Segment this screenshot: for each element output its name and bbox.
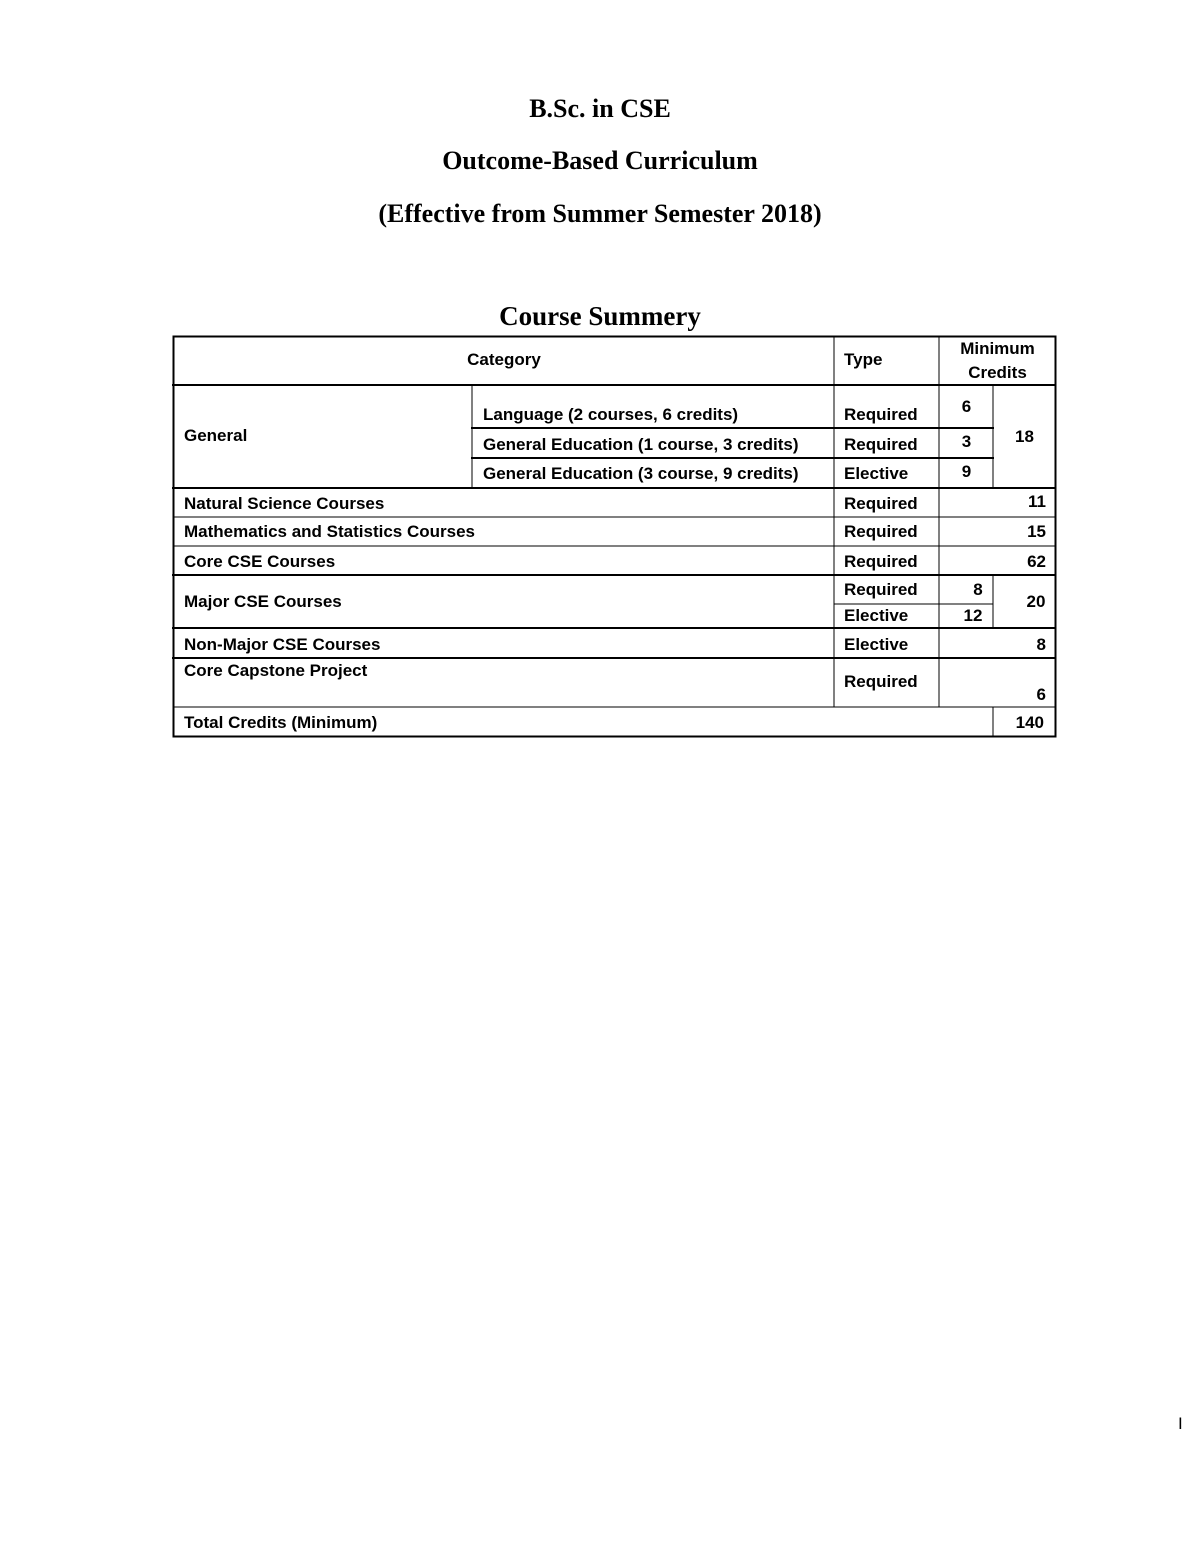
general-education-elective-credits: 9	[961, 462, 972, 481]
core-cse-credits: 62	[1027, 552, 1046, 571]
general-label: General	[184, 426, 248, 445]
header-type: Type	[844, 350, 883, 369]
major-cse-elective-credits: 12	[963, 606, 983, 625]
general-total-credits: 18	[1015, 427, 1034, 446]
non-major-cse-credits: 8	[1036, 635, 1046, 654]
major-cse-required-type: Required	[844, 580, 918, 599]
major-cse-required-credits: 8	[973, 580, 983, 599]
capstone-type: Required	[844, 672, 918, 691]
general-language-credits: 6	[961, 397, 972, 416]
math-stats-credits: 15	[1027, 522, 1046, 541]
header-category: Category	[467, 350, 541, 369]
capstone-label: Core Capstone Project	[184, 661, 368, 680]
total-credits-label: Total Credits (Minimum)	[184, 713, 378, 732]
section-title: Course Summery	[499, 301, 701, 331]
header-credits: Credits	[968, 363, 1027, 382]
non-major-cse-type: Elective	[844, 635, 909, 654]
general-education-elective-label: General Education (3 course, 9 credits)	[483, 464, 799, 483]
general-language-type: Required	[844, 405, 918, 424]
major-cse-total-credits: 20	[1026, 592, 1046, 611]
effective-date-note: (Effective from Summer Semester 2018)	[378, 199, 822, 228]
total-credits-value: 140	[1015, 713, 1044, 732]
general-education-required-label: General Education (1 course, 3 credits)	[483, 435, 799, 454]
non-major-cse-label: Non-Major CSE Courses	[184, 635, 381, 654]
major-cse-elective-type: Elective	[844, 606, 909, 625]
core-cse-label: Core CSE Courses	[184, 552, 336, 571]
natural-science-type: Required	[844, 494, 918, 513]
natural-science-credits: 11	[1028, 492, 1046, 511]
page-number: I	[1178, 1414, 1183, 1433]
general-education-required-credits: 3	[961, 432, 972, 451]
document-title: B.Sc. in CSE	[529, 94, 671, 123]
document-subtitle: Outcome-Based Curriculum	[442, 146, 758, 175]
general-education-required-type: Required	[844, 435, 918, 454]
general-language-label: Language (2 courses, 6 credits)	[483, 405, 739, 424]
natural-science-label: Natural Science Courses	[184, 494, 385, 513]
general-education-elective-type: Elective	[844, 464, 909, 483]
math-stats-label: Mathematics and Statistics Courses	[184, 522, 475, 541]
major-cse-label: Major CSE Courses	[184, 592, 342, 611]
header-minimum: Minimum	[960, 339, 1035, 358]
math-stats-type: Required	[844, 522, 918, 541]
core-cse-type: Required	[844, 552, 918, 571]
capstone-credits: 6	[1036, 685, 1046, 704]
